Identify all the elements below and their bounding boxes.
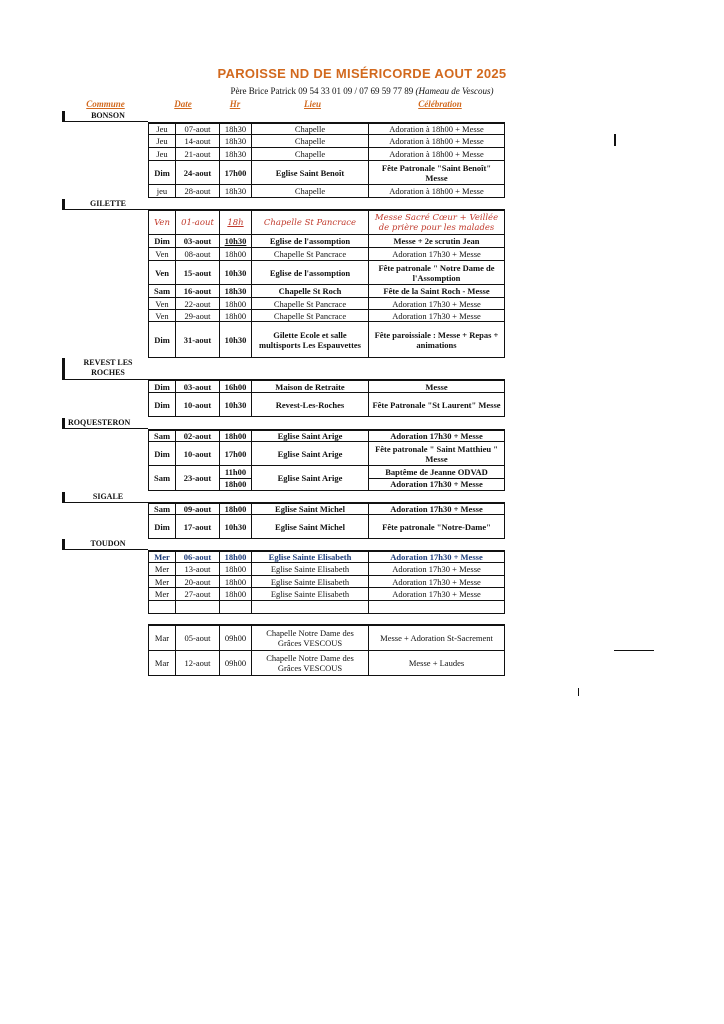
cell-celebration-second: Adoration 17h30 + Messe — [369, 478, 504, 491]
cell-celebration: Adoration 17h30 + Messe — [392, 298, 481, 309]
cell-celebration: Fête paroissiale : Messe + Repas + animations — [374, 329, 499, 350]
cell-celebration: Adoration 17h30 + Messe — [392, 310, 481, 321]
cell-hour: 18h00 — [220, 298, 252, 309]
cell-place: Eglise Sainte Elisabeth — [252, 588, 369, 600]
cell-empty — [220, 601, 252, 613]
table-row — [148, 379, 505, 393]
cell-celebration: Adoration 17h30 + Messe — [392, 564, 481, 574]
cell-date: 22-aout — [176, 298, 220, 309]
cell-celebration: Fête Patronale "Saint Benoît" Messe — [381, 162, 492, 183]
cell-day: Sam — [149, 431, 176, 441]
table-row — [148, 588, 505, 601]
cell-hour: 18h00 — [220, 576, 252, 587]
cell-celebration: Fête patronale " Saint Matthieu " Messe — [375, 443, 498, 464]
cell-date: 12-aout — [176, 651, 220, 675]
cell-hour: 17h00 — [220, 161, 252, 184]
table-row — [148, 624, 505, 651]
cell-date: 02-aout — [176, 431, 220, 441]
cell-celebration — [369, 466, 504, 490]
cell-day: Dim — [149, 381, 176, 392]
cell-place: Revest-Les-Roches — [252, 393, 369, 416]
commune-bonson: BONSON — [62, 111, 148, 122]
cell-hour: 18h00 — [220, 248, 252, 260]
cell-place: Eglise Saint Arige — [252, 442, 369, 465]
cell-date: 23-aout — [176, 466, 220, 490]
cell-date: 21-aout — [176, 148, 220, 160]
cell-hour: 09h00 — [220, 626, 252, 650]
table-row — [148, 185, 505, 198]
table-row — [148, 135, 505, 148]
cell-day: Mar — [149, 626, 176, 650]
commune-roquesteron: ROQUESTERON — [62, 418, 148, 429]
cell-hour: 18h00 — [220, 431, 252, 441]
table-row — [148, 235, 505, 248]
table-row — [148, 285, 505, 298]
cell-place: Chapelle — [252, 185, 369, 197]
table-row — [148, 209, 505, 235]
cell-date: 27-aout — [176, 588, 220, 600]
cell-date: 07-aout — [176, 124, 220, 134]
cell-celebration: Adoration à 18h00 + Messe — [389, 149, 484, 159]
page-subtitle — [0, 86, 724, 96]
cell-date: 01-aout — [176, 211, 220, 234]
commune-revest-les-roches: REVEST LES ROCHES — [62, 358, 148, 380]
cell-day: Sam — [149, 504, 176, 514]
cell-place: Eglise Saint Arige — [252, 431, 369, 441]
subtitle-note: (Hameau de Vescous) — [415, 86, 494, 96]
cell-celebration: Fête patronale " Notre Dame de l'Assomption — [378, 262, 495, 283]
cell-celebration: Messe Sacré Cœur + Veillée de prière pour les malades — [374, 212, 499, 233]
table-row — [148, 161, 505, 185]
cell-place: Chapelle St Pancrace — [252, 248, 369, 260]
cell-date: 29-aout — [176, 310, 220, 321]
cell-celebration: Fête Patronale "St Laurent" Messe — [372, 399, 501, 410]
table-row — [148, 563, 505, 576]
cell-celebration: Messe + Laudes — [408, 658, 465, 668]
cell-hour: 10h30 — [220, 515, 252, 538]
cell-hour: 09h00 — [220, 651, 252, 675]
cell-day: Mer — [149, 576, 176, 587]
cell-hour: 18h30 — [220, 135, 252, 147]
page-title: PAROISSE ND DE MISÉRICORDE AOUT 2025 — [217, 66, 507, 81]
margin-mark — [614, 134, 616, 146]
cell-hour — [220, 466, 252, 490]
cell-celebration: Adoration à 18h00 + Messe — [389, 124, 484, 134]
cell-day: Mer — [149, 588, 176, 600]
table-row-empty — [148, 601, 505, 614]
cell-place: Eglise Saint Michel — [252, 504, 369, 514]
cell-celebration: Adoration 17h30 + Messe — [392, 589, 481, 599]
cell-place: Eglise Sainte Elisabeth — [252, 552, 369, 562]
cell-place: Eglise Sainte Elisabeth — [252, 563, 369, 575]
cell-celebration: Fête patronale "Notre-Dame" — [382, 521, 491, 532]
cell-hour: 18h00 — [220, 504, 252, 514]
cell-date: 14-aout — [176, 135, 220, 147]
cell-date: 31-aout — [176, 322, 220, 357]
cell-place: Eglise Saint Benoît — [252, 161, 369, 184]
cell-day: Mer — [149, 552, 176, 562]
cell-day: Ven — [149, 310, 176, 321]
cell-day: Jeu — [149, 135, 176, 147]
cell-date: 13-aout — [176, 563, 220, 575]
cell-hour: 18h00 — [220, 310, 252, 321]
cell-day: Dim — [149, 322, 176, 357]
column-header-lieu: Lieu — [304, 99, 321, 109]
cell-celebration: Fête de la Saint Roch - Messe — [383, 286, 490, 296]
cell-place: Eglise de l'assomption — [252, 261, 369, 284]
cell-day: Sam — [149, 466, 176, 490]
table-row — [148, 248, 505, 261]
cell-place: Maison de Retraite — [252, 381, 369, 392]
cell-place: Chapelle — [252, 135, 369, 147]
cell-day: Jeu — [149, 124, 176, 134]
cell-day: Ven — [149, 211, 176, 234]
cell-place: Gilette Ecole et salle multisports Les Espauvettes — [252, 322, 369, 357]
table-row — [148, 502, 505, 515]
cell-place: Chapelle St Pancrace — [252, 211, 369, 234]
cell-place: Eglise Saint Arige — [252, 466, 369, 490]
cell-day: Dim — [149, 442, 176, 465]
cell-hour: 18h — [220, 211, 252, 234]
cell-day: Jeu — [149, 148, 176, 160]
cell-place: Chapelle St Pancrace — [252, 298, 369, 309]
cell-date: 10-aout — [176, 442, 220, 465]
cell-place: Eglise Saint Michel — [252, 515, 369, 538]
cell-day: Mer — [149, 563, 176, 575]
table-row — [148, 261, 505, 285]
table-row — [148, 550, 505, 563]
cell-celebration: Adoration 17h30 + Messe — [392, 576, 481, 587]
cell-hour: 18h30 — [220, 185, 252, 197]
cell-hour: 10h30 — [220, 261, 252, 284]
table-row — [148, 298, 505, 310]
cell-date: 08-aout — [176, 248, 220, 260]
cell-date: 05-aout — [176, 626, 220, 650]
column-header-hr: Hr — [229, 99, 241, 109]
table-row — [148, 393, 505, 417]
cell-empty — [369, 601, 504, 613]
table-row — [148, 429, 505, 442]
cell-celebration: Adoration à 18h00 + Messe — [389, 186, 484, 196]
cell-celebration: Adoration 17h30 + Messe — [390, 431, 483, 441]
cell-date: 17-aout — [176, 515, 220, 538]
cell-date: 28-aout — [176, 185, 220, 197]
cell-date: 03-aout — [176, 381, 220, 392]
table-row — [148, 148, 505, 161]
cell-celebration: Adoration 17h30 + Messe — [392, 249, 481, 259]
cell-hour: 18h30 — [220, 285, 252, 297]
cell-celebration: Messe + Adoration St-Sacrement — [380, 633, 493, 643]
table-row — [148, 442, 505, 466]
subtitle-contact: Père Brice Patrick 09 54 33 01 09 / 07 69 59 77 89 — [230, 86, 414, 96]
cell-date: 03-aout — [176, 235, 220, 247]
cell-celebration: Adoration 17h30 + Messe — [390, 552, 483, 562]
cell-place: Chapelle St Roch — [252, 285, 369, 297]
cell-celebration: Adoration 17h30 + Messe — [390, 504, 483, 514]
cell-hour: 18h30 — [220, 124, 252, 134]
cell-empty — [176, 601, 220, 613]
cell-hour-second: 18h00 — [220, 478, 251, 491]
cell-celebration-first: Baptême de Jeanne ODVAD — [385, 466, 488, 477]
cell-date: 16-aout — [176, 285, 220, 297]
cell-day: Ven — [149, 248, 176, 260]
table-row — [148, 466, 505, 491]
column-header-celebration: Célébration — [418, 99, 462, 109]
cell-day: Dim — [149, 235, 176, 247]
cell-celebration: Adoration à 18h00 + Messe — [389, 136, 484, 146]
commune-gilette: GILETTE — [62, 199, 148, 210]
commune-toudon: TOUDON — [62, 539, 148, 550]
cell-place: Chapelle St Pancrace — [252, 310, 369, 321]
cell-place: Chapelle Notre Dame des Grâces VESCOUS — [252, 626, 369, 650]
cell-hour: 18h00 — [220, 588, 252, 600]
cell-day: Sam — [149, 285, 176, 297]
table-row — [148, 322, 505, 358]
cell-hour: 10h30 — [220, 322, 252, 357]
cell-hour: 18h00 — [220, 563, 252, 575]
column-header-date: Date — [174, 99, 192, 109]
cell-place: Eglise Sainte Elisabeth — [252, 576, 369, 587]
cell-date: 09-aout — [176, 504, 220, 514]
cell-place: Chapelle — [252, 124, 369, 134]
cell-date: 06-aout — [176, 552, 220, 562]
cell-hour: 18h00 — [220, 552, 252, 562]
cell-empty — [149, 601, 176, 613]
cell-place: Chapelle — [252, 148, 369, 160]
cell-day: jeu — [149, 185, 176, 197]
cell-day: Ven — [149, 298, 176, 309]
cell-day: Ven — [149, 261, 176, 284]
cell-date: 20-aout — [176, 576, 220, 587]
commune-sigale: SIGALE — [62, 492, 148, 503]
cell-date: 24-aout — [176, 161, 220, 184]
cell-date: 15-aout — [176, 261, 220, 284]
cell-day: Mar — [149, 651, 176, 675]
cell-celebration: Messe — [425, 381, 448, 392]
table-row — [148, 122, 505, 135]
table-row — [148, 576, 505, 588]
cell-hour: 16h00 — [220, 381, 252, 392]
cell-day: Dim — [149, 393, 176, 416]
cell-hour: 10h30 — [220, 393, 252, 416]
cell-hour: 17h00 — [220, 442, 252, 465]
cell-place: Eglise de l'assomption — [252, 235, 369, 247]
table-row — [148, 515, 505, 539]
cell-celebration: Messe + 2e scrutin Jean — [393, 236, 480, 246]
cell-day: Dim — [149, 161, 176, 184]
margin-mark — [578, 688, 579, 696]
cell-date: 10-aout — [176, 393, 220, 416]
column-header-commune: Commune — [86, 99, 125, 109]
cell-hour-first: 11h00 — [224, 466, 247, 477]
table-row — [148, 651, 505, 676]
cell-day: Dim — [149, 515, 176, 538]
table-row — [148, 310, 505, 322]
margin-line — [614, 650, 654, 651]
cell-hour: 10h30 — [220, 235, 252, 247]
cell-empty — [252, 601, 369, 613]
cell-hour: 18h30 — [220, 148, 252, 160]
cell-place: Chapelle Notre Dame des Grâces VESCOUS — [252, 651, 369, 675]
